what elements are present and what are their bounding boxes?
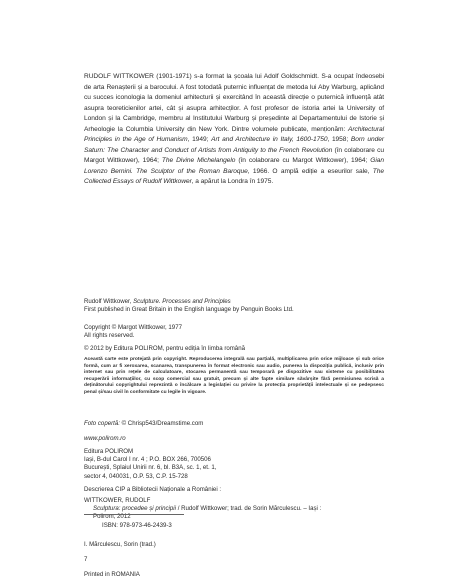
cip-title-rest: / Rudolf Wittkower; trad. de Sorin Mărculescu. – Iași : xyxy=(176,505,322,513)
classification-number: 7 xyxy=(84,556,88,563)
bio-text-2: , 1949; xyxy=(187,136,212,143)
first-published-line: First published in Great Britain in the English language by Penguin Books Ltd. xyxy=(84,306,294,314)
bio-title-1: Architectural Principles in the Age of Humanism xyxy=(84,125,384,143)
website xyxy=(84,435,384,443)
original-edition-info xyxy=(84,298,384,314)
bio-text-4: (în colaborare cu Margot Wittkower), 1964; xyxy=(84,146,384,164)
cip-publisher: Polirom, 2012 xyxy=(93,513,131,521)
author-biography xyxy=(84,72,384,188)
cover-photo-label: Foto copertă: xyxy=(84,420,122,427)
cip-isbn: ISBN: 978-973-46-2439-3 xyxy=(102,521,172,529)
classification xyxy=(84,556,384,564)
edition-copyright xyxy=(84,345,384,353)
cip-heading xyxy=(84,486,384,494)
website-link: www.polirom.ro xyxy=(84,435,126,442)
legal-notice: Această carte este protejată prin copyright. Reproducerea integrală sau parțială, multiplicarea prin orice mijloace și sub orice formă, cum ar fi xeroxarea, scanarea, transpunerea în format electronic sau audio, punerea la dispoziția publică, inclusiv prin internet sau prin rețele de calculatoare, stocarea permanentă sau temporară pe dispozitive sau sisteme cu posibilitatea recuperării informațiilor, cu scop comercial sau gratuit, precum și alte fapte similare săvârșite fără permisiunea scrisă a deținătorului copyrightului reprezintă o încălcare a legislației cu privire la protecția proprietății intelectuale și se pedepsesc penal și/sau civil în conformitate cu legile în vigoare. xyxy=(84,357,384,395)
publisher-line: Editura POLIROM xyxy=(84,448,134,455)
bio-title-2: Art and Architecture in Italy, 1600-1750 xyxy=(211,136,328,143)
printed-in-text: Printed in ROMANIA xyxy=(84,571,140,578)
divider xyxy=(84,514,184,515)
publisher-line: București, Splaiul Unirii nr. 6, bl. B3A, sc. 1, et. 1, xyxy=(84,464,217,472)
original-title-line xyxy=(84,298,384,306)
rights-line: All rights reserved. xyxy=(84,332,135,340)
cip-heading-text: Descrierea CIP a Bibliotecii Naționale a României : xyxy=(84,486,222,493)
printed-in xyxy=(84,571,384,579)
bio-title-6: The Collected Essays of Rudolf Wittkower xyxy=(84,167,384,185)
bio-text-3: , 1958; xyxy=(327,136,351,143)
publisher-line: sector 4, 040031, O.P. 53, C.P. 15-728 xyxy=(84,472,188,480)
bio-text-6: , 1966. O amplă ediție a eseurilor sale, xyxy=(247,167,373,175)
bio-title-3: Born under Saturn: The Character and Conduct of Artists from Antiquity to the French Revolution xyxy=(84,136,384,154)
bio-text-5: (în colaborare cu Margot Wittkower), 1964; xyxy=(235,157,371,164)
cover-photo-credit xyxy=(84,420,384,428)
cip-author: WITTKOWER, RUDOLF xyxy=(84,497,151,504)
copyright-info xyxy=(84,324,384,340)
bio-title-4: The Divine Michelangelo xyxy=(161,157,236,164)
original-author: Rudolf Wittkower, xyxy=(84,298,134,305)
original-title: Sculpture. Processes and Principles xyxy=(133,298,231,305)
copyright-line: Copyright © Margot Wittkower, 1977 xyxy=(84,324,182,331)
edition-copyright-line: © 2012 by Editura POLIROM, pentru ediția în limba română xyxy=(84,345,245,352)
publisher-address xyxy=(84,448,384,481)
translator-entry xyxy=(84,541,384,549)
publisher-line: Iași, B-dul Carol I nr. 4 ; P.O. BOX 266, 700506 xyxy=(84,456,211,464)
bio-title-5: Gian Lorenzo Bernini. The Sculptor of the Roman Baroque xyxy=(84,157,384,175)
bio-text-1: RUDOLF WITTKOWER (1901-1971) s-a format la școala lui Adolf Goldschmidt. S-a ocupat îndeosebi de arta Renașterii și a barocului. A fost totodată puternic influențat de metoda lui Aby Warburg, aplicând cu succes iconologia la domeniul arhitecturii și exercitând în această direcție o puternică influență atât asupra teoreticienilor artei, cât și asupra arhitecților. A fost profesor de istoria artei la University of London și la Cambridge, membru al Institutului Warburg și președinte al Departamentului de Istorie și Arheologie la Columbia University din New York. Dintre volumele publicate, menționăm: xyxy=(84,73,384,133)
cover-photo-value: © Chrisp543/Dreamstime.com xyxy=(121,420,204,427)
cip-title: Sculptura: procedee și principii xyxy=(93,505,176,513)
translator-line: I. Mărculescu, Sorin (trad.) xyxy=(84,541,156,548)
bio-text-7: , a apărut la Londra în 1975. xyxy=(191,178,274,185)
